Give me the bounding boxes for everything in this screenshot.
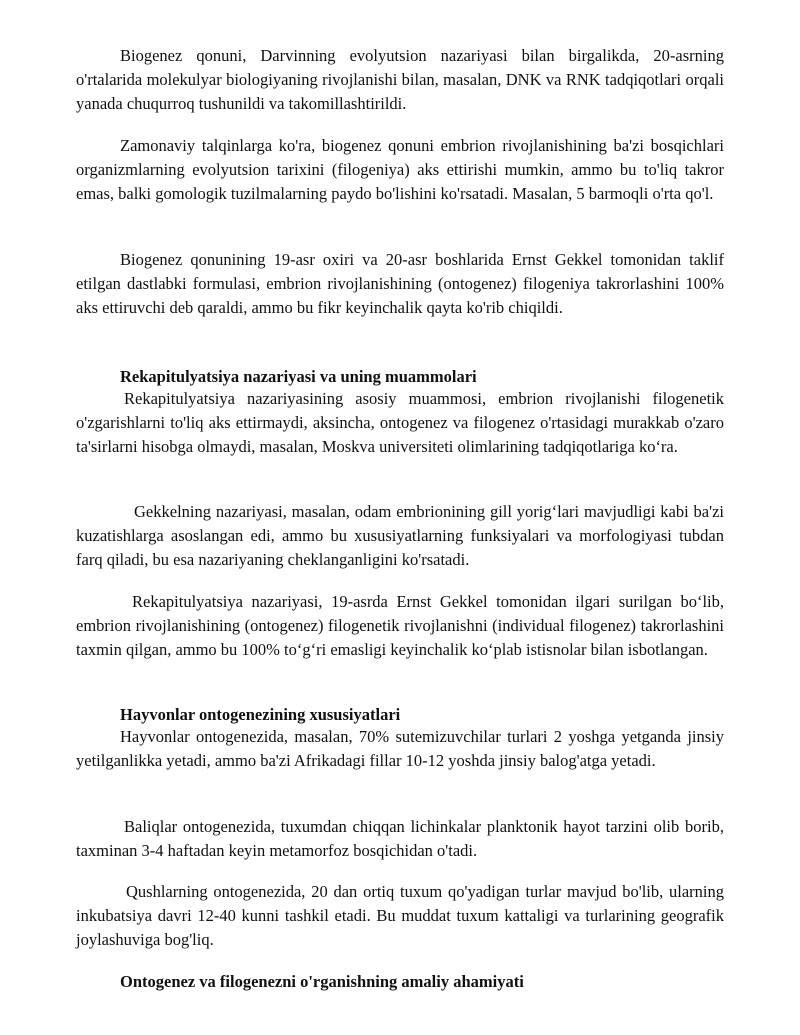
heading-animal-ontogenesis: Hayvonlar ontogenezining xususiyatlari (120, 705, 401, 724)
paragraph-fish-ontogenesis: Baliqlar ontogenezida, tuxumdan chiqqan lichinkalar planktonik hayot tarzini olib borib, taxminan 3-4 haftadan keyin metamorfoz bosqichidan o'tadi. (76, 817, 724, 860)
paragraph-recapitulation-problem: Rekapitulyatsiya nazariyasining asosiy muammosi, embrion rivojlanishi filogenetik o'zgarishlarni to'liq aks ettirmaydi, aksincha, ontogenez va filogenez o'rtasidagi murakkab o'zaro ta'sirlarni hisobga olmaydi, masalan, Moskva universiteti olimlarining tadqiqotlariga ko‘ra. (76, 389, 724, 456)
heading-recapitulation-theory: Rekapitulyatsiya nazariyasi va uning muammolari (120, 367, 477, 386)
paragraph-bird-ontogenesis: Qushlarning ontogenezida, 20 dan ortiq tuxum qo'yadigan turlar mavjud bo'lib, ularning inkubatsiya davri 12-40 kunni tashkil etadi. Bu muddat tuxum kattaligi va turlarining geografik joylashuviga bog'liq. (76, 882, 724, 949)
paragraph-modern-interpretations: Zamonaviy talqinlarga ko'ra, biogenez qonuni embrion rivojlanishining ba'zi bosqichlari organizmlarning evolyutsion tarixini (filogeniya) aks ettirishi mumkin, ammo bu to'liq takror emas, balki gomologik tuzilmalarning paydo bo'lishini ko'rsatadi. Masalan, 5 barmoqli o'rta qo'l. (76, 136, 724, 203)
paragraph-biogenesis-law: Biogenez qonuni, Darvinning evolyutsion nazariyasi bilan birgalikda, 20-asrning o'rtalarida molekulyar biologiyaning rivojlanishi bilan, masalan, DNK va RNK tadqiqotlari orqali yanada chuqurroq tushunildi va takomillashtirildi. (76, 46, 724, 113)
paragraph-recapitulation-19th-century: Rekapitulyatsiya nazariyasi, 19-asrda Ernst Gekkel tomonidan ilgari surilgan bo‘lib, embrion rivojlanishining (ontogenez) filogenetik rivojlanishni (individual filogenez) takrorlashini taxmin qilgan, ammo bu 100% to‘g‘ri emasligi keyinchalik ko‘plab istisnolar bilan isbotlangan. (76, 592, 724, 659)
paragraph-haeckel-gill-slits: Gekkelning nazariyasi, masalan, odam embrionining gill yorig‘lari mavjudligi kabi ba'zi kuzatishlarga asoslangan edi, ammo bu xususiyatlarning funksiyalari va morfologiyasi tubdan farq qiladi, bu esa nazariyaning cheklanganligini ko'rsatadi. (76, 502, 724, 569)
heading-practical-significance: Ontogenez va filogenezni o'rganishning amaliy ahamiyati (120, 972, 524, 991)
paragraph-mammal-ontogenesis: Hayvonlar ontogenezida, masalan, 70% sutemizuvchilar turlari 2 yoshga yetganda jinsiy yetilganlikka yetadi, ammo ba'zi Afrikadagi fillar 10-12 yoshda jinsiy balog'atga yetadi. (76, 727, 724, 770)
paragraph-haeckel-formula: Biogenez qonunining 19-asr oxiri va 20-asr boshlarida Ernst Gekkel tomonidan taklif etilgan dastlabki formulasi, embrion rivojlanishining (ontogenez) filogeniya takrorlashini 100% aks ettiruvchi deb qaraldi, ammo bu fikr keyinchalik qayta ko'rib chiqildi. (76, 250, 724, 317)
